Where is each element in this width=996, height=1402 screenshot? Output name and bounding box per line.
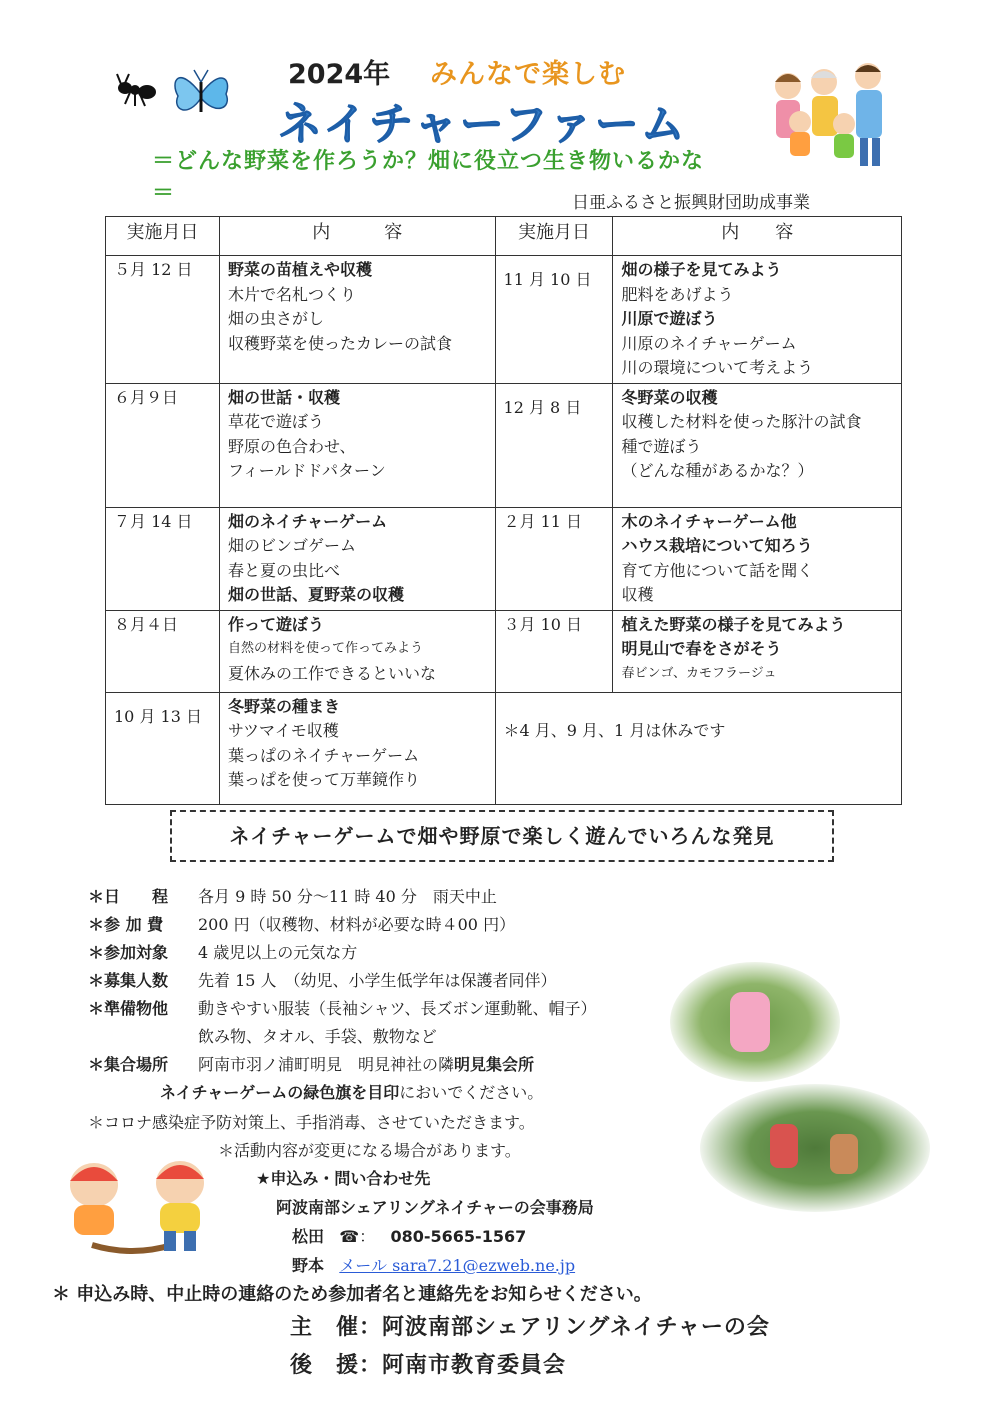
date-cell: ５月 12 日	[106, 256, 220, 384]
content-cell	[219, 507, 495, 610]
phone-number[interactable]: 080-5665-1567	[390, 1227, 527, 1246]
header-year: 2024年	[288, 59, 391, 90]
header-subtitle-end: ＝	[152, 181, 175, 206]
butterfly-icon	[168, 62, 234, 124]
content-line: フィールドドパターン	[227, 461, 386, 480]
info-capacity	[88, 968, 557, 991]
info-value: 各月 9 時 50 分～11 時 40 分 雨天中止	[198, 887, 497, 906]
info-value: 動きやすい服装（長袖シャツ、長ズボン運動靴、帽子）	[198, 999, 597, 1018]
content-line: 収穫	[621, 585, 654, 604]
content-line: 木片で名札つくり	[227, 284, 356, 304]
content-line: 野菜の苗植えや収穫	[227, 260, 372, 279]
info-label: ＊準備物他	[88, 999, 169, 1018]
table-row	[106, 383, 902, 507]
content-line: 作って遊ぼう	[227, 614, 324, 634]
info-fee	[88, 912, 515, 935]
content-line: 植えた野菜の様子を見てみよう	[621, 614, 846, 634]
content-line: 葉っぱを使って万華鏡作り	[227, 770, 420, 789]
date-cell: ６月９日	[106, 383, 220, 507]
info-value: 200 円（収穫物、材料が必要な時４00 円）	[198, 915, 516, 934]
info-items-2: 飲み物、タオル、手袋、敷物など	[198, 1027, 437, 1046]
banner: ネイチャーゲームで畑や野原で楽しく遊んでいろんな発見	[170, 810, 834, 862]
content-line: 畑の様子を見てみよう	[621, 260, 782, 279]
content-line: 収穫野菜を使ったカレーの試食	[227, 333, 452, 353]
contact-title: ★申込み・問い合わせ先	[256, 1169, 431, 1188]
header-catchphrase: みんなで楽しむ	[430, 59, 626, 90]
content-line: 育て方他について話を聞く	[621, 560, 814, 580]
content-cell	[219, 692, 495, 804]
contact-name: 野本	[292, 1256, 325, 1275]
covid-note: ＊コロナ感染症予防対策上、手指消毒、させていただきます。	[88, 1113, 535, 1132]
info-target	[88, 940, 357, 963]
ant-icon	[115, 70, 159, 110]
content-line: ハウス栽培について知ろう	[621, 536, 813, 555]
table-row	[106, 610, 902, 692]
family-illustration	[760, 52, 910, 174]
schedule-table	[105, 216, 902, 805]
content-line: サツマイモ収穫	[227, 721, 339, 740]
content-line: 畑のビンゴゲーム	[227, 536, 356, 555]
content-line: 川原で遊ぼう	[621, 309, 718, 328]
date-cell: ８月４日	[106, 610, 220, 692]
content-line: 収穫した材料を使った豚汁の試食	[621, 412, 862, 431]
content-line: 種で遊ぼう	[621, 436, 702, 456]
content-line: 畑の虫さがし	[227, 309, 324, 328]
email-address: sara7.21@ezweb.ne.jp	[392, 1256, 576, 1275]
content-cell	[613, 256, 902, 384]
table-row	[106, 256, 902, 384]
header-subtitle: ＝どんな野菜を作ろうか？畑に役立つ生き物いるかな	[152, 149, 705, 174]
content-line: 草花で遊ぼう	[227, 412, 324, 431]
info-label: ＊日 程	[88, 887, 169, 906]
col-header-content-2: 内 容	[613, 217, 902, 256]
page-title: ネイチャーファーム	[278, 99, 687, 150]
notice: ＊ 申込み時、中止時の連絡のため参加者名と連絡先をお知らせください。	[52, 1284, 652, 1305]
contact-1	[292, 1224, 526, 1247]
photo-harvest	[700, 1084, 930, 1212]
content-line: 春と夏の虫比べ	[227, 560, 340, 580]
info-label: ＊集合場所	[88, 1055, 169, 1074]
info-items	[88, 996, 597, 1019]
content-line: 夏休みの工作できるといいな	[227, 663, 436, 683]
date-cell: 10 月 13 日	[106, 692, 220, 804]
support: 後 援：阿南市教育委員会	[290, 1353, 567, 1378]
contact-org: 阿波南部シェアリングネイチャーの会事務局	[276, 1198, 594, 1217]
content-cell	[613, 507, 902, 610]
content-cell	[219, 256, 495, 384]
kids-digging-illustration	[52, 1145, 217, 1260]
info-schedule	[88, 884, 497, 907]
table-row	[106, 692, 902, 804]
content-cell	[219, 383, 495, 507]
content-line: 明見山で春をさがそう	[621, 639, 782, 658]
info-value: 先着 15 人 （幼児、小学生低学年は保護者同伴）	[198, 971, 557, 990]
info-label: ＊参 加 費	[88, 915, 164, 934]
content-line: 畑の世話・収穫	[227, 387, 340, 407]
content-line: 春ビンゴ、カモフラージュ	[621, 665, 777, 681]
info-flag	[160, 1080, 543, 1103]
col-header-content: 内 容	[219, 217, 495, 256]
flag-bold: ネイチャーゲームの緑色旗を目印	[160, 1083, 400, 1102]
col-header-date: 実施月日	[106, 217, 220, 256]
date-cell: ３月 10 日	[495, 610, 613, 692]
content-line: 冬野菜の収穫	[621, 387, 718, 407]
content-line: 葉っぱのネイチャーゲーム	[227, 745, 420, 765]
email-link[interactable]	[339, 1256, 575, 1275]
contact-name: 松田	[292, 1227, 325, 1246]
info-place	[88, 1052, 534, 1075]
date-cell: 12 月 8 日	[495, 383, 613, 507]
email-label: メール	[339, 1256, 387, 1275]
content-line: 冬野菜の種まき	[227, 696, 340, 716]
photo-child-in-field	[670, 962, 840, 1082]
contact-2	[292, 1253, 575, 1276]
date-cell: ７月 14 日	[106, 507, 220, 610]
content-line: 自然の材料を使って作ってみよう	[227, 641, 423, 656]
holiday-note: ＊4 月、9 月、1 月は休みです	[495, 692, 901, 804]
table-row	[106, 507, 902, 610]
info-label: ＊募集人数	[88, 971, 169, 990]
info-value-bold: 明見集会所	[454, 1055, 535, 1074]
content-line: 畑のネイチャーゲーム	[227, 511, 388, 531]
info-value: 4 歳児以上の元気な方	[198, 943, 358, 962]
date-cell: 11 月 10 日	[495, 256, 613, 384]
info-label: ＊参加対象	[88, 943, 169, 962]
col-header-date-2: 実施月日	[495, 217, 613, 256]
content-line: 野原の色合わせ、	[227, 436, 356, 456]
content-line: （どんな種があるかな？）	[621, 461, 814, 480]
content-line: 畑の世話、夏野菜の収穫	[227, 585, 404, 604]
phone-icon: ☎：	[339, 1227, 376, 1246]
change-note: ＊活動内容が変更になる場合があります。	[218, 1141, 521, 1160]
content-cell	[219, 610, 495, 692]
content-cell	[613, 610, 902, 692]
info-value: 阿南市羽ノ浦町明見 明見神社の隣	[198, 1055, 455, 1074]
flag-rest: においでください。	[399, 1083, 544, 1102]
table-header-row	[106, 217, 902, 256]
content-line: 川原のネイチャーゲーム	[621, 333, 797, 353]
content-line: 木のネイチャーゲーム他	[621, 511, 797, 531]
host: 主 催：阿波南部シェアリングネイチャーの会	[290, 1315, 770, 1340]
date-cell: ２月 11 日	[495, 507, 613, 610]
content-line: 川の環境について考えよう	[621, 358, 814, 377]
grant-note: 日亜ふるさと振興財団助成事業	[572, 193, 810, 213]
content-cell	[613, 383, 902, 507]
content-line: 肥料をあげよう	[621, 284, 734, 304]
